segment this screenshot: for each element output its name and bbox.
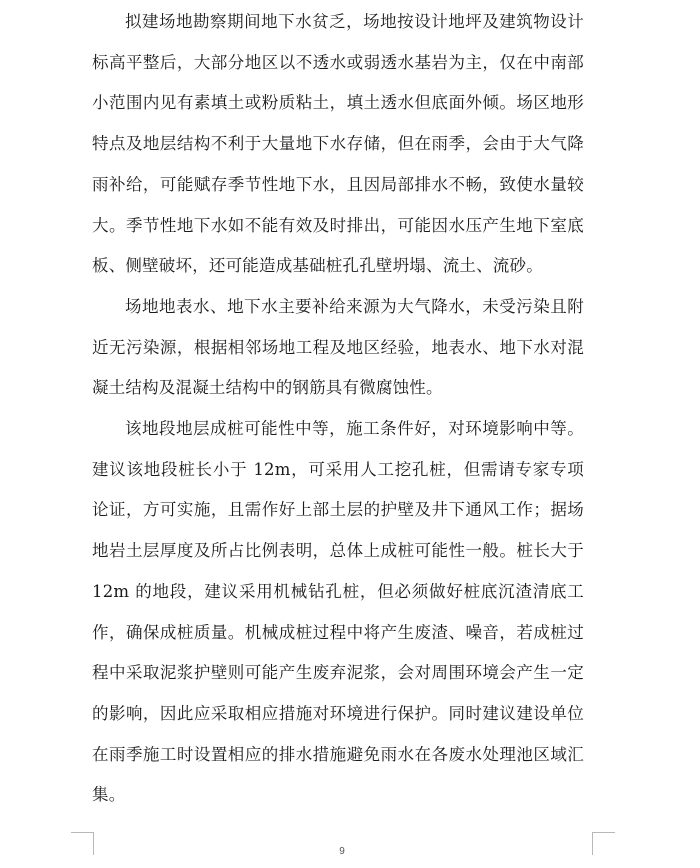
paragraph-groundwater: 拟建场地勘察期间地下水贫乏，场地按设计地坪及建筑物设计标高平整后，大部分地区以不透水或弱透水基岩为主，仅在中南部小范围内见有素填土或粉质粘土，填土透水但底面外倾。场区地形特点及地层结构不利于大量地下水存储，但在雨季，会由于大气降雨补给，可能赋存季节性地下水，且因局部排水不畅，致使水量较大。季节性地下水如不能有效及时排出，可能因水压产生地下室底板、侧壁破坏，还可能造成基础桩孔孔壁坍塌、流土、流砂。	[92, 12, 584, 276]
page-number: 9	[339, 846, 345, 857]
body-text	[92, 2, 584, 816]
paragraph-piling: 该地段地层成桩可能性中等，施工条件好，对环境影响中等。建议该地段桩长小于 12m，可采用人工挖孔桩，但需请专家专项论证，方可实施，且需作好上部土层的护壁及井下通风工作；据场地岩土层厚度及所占比例表明，总体上成桩可能性一般。桩长大于12m 的地段，建议采用机械钻孔桩，但必须做好桩底沉渣清底工作，确保成桩质量。机械成桩过程中将产生废渣、噪音，若成桩过程中采取泥浆护壁则可能产生废弃泥浆，会对周围环境会产生一定的影响，因此应采取相应措施对环境进行保护。同时建议建设单位在雨季施工时设置相应的排水措施避免雨水在各废水处理池区域汇集。	[92, 419, 584, 805]
paragraph-corrosion: 场地地表水、地下水主要补给来源为大气降水，未受污染且附近无污染源，根据相邻场地工程及地区经验，地表水、地下水对混凝土结构及混凝土结构中的钢筋具有微腐蚀性。	[92, 296, 584, 398]
